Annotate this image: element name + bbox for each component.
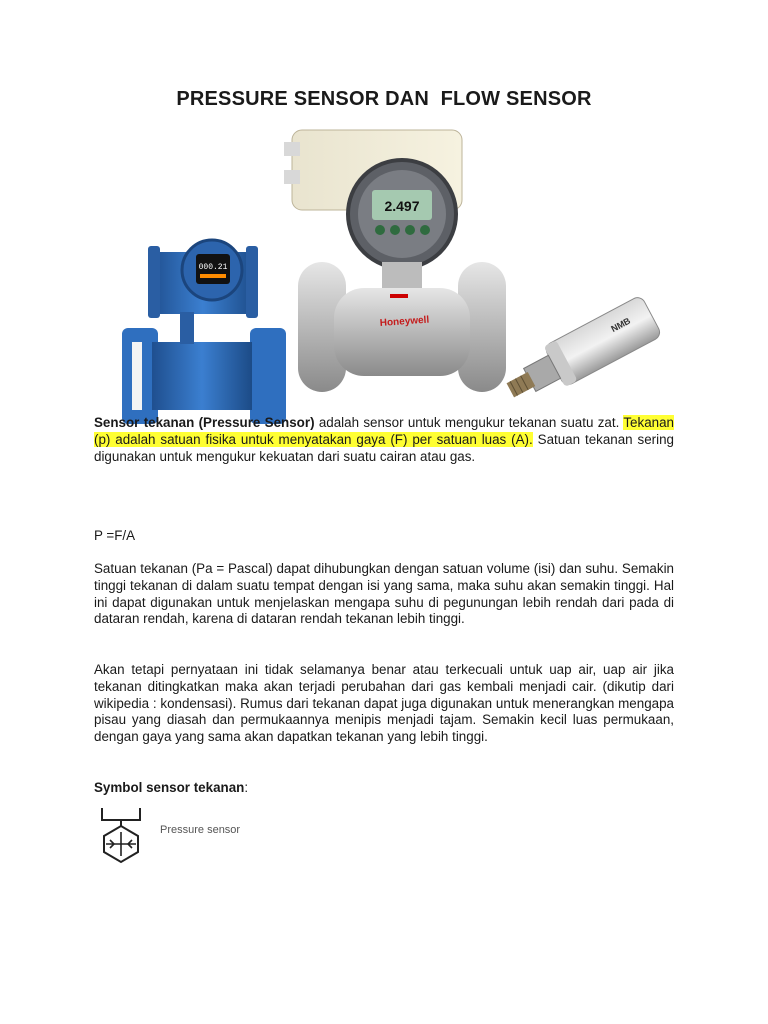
svg-text:NMB: NMB [609,315,633,335]
symbol-heading-colon: : [244,780,249,795]
units-paragraph: Satuan tekanan (Pa = Pascal) dapat dihubungkan dengan satuan volume (isi) dan suhu. Semakin tinggi tekanan di dalam suatu tempat dengan isi yang sama, maka suhu akan semakin tinggi. Hal ini dapat digunakan untuk menjelaskan mengapa suhu di pegunungan lebih rendah dari pada di dataran rendah, karena di dataran rendah tekanan lebih tinggi. [94,561,674,627]
honeywell-flow-meter [284,130,506,392]
svg-text:2.497: 2.497 [384,198,420,214]
pressure-transducer [500,295,663,411]
blue-flow-meter [122,240,286,424]
svg-text:000.21: 000.21 [198,263,228,272]
svg-text:Honeywell: Honeywell [379,314,430,329]
page-title: PRESSURE SENSOR DAN FLOW SENSOR [176,88,592,110]
highlighted-definition: Tekanan (p) adalah satuan fisika untuk menyatakan gaya (F) per satuan luas (A). [94,415,674,447]
intro-text-continued: Satuan tekanan sering digunakan untuk mengukur kekuatan dari suatu cairan atau gas. [94,431,674,464]
intro-paragraph [94,415,674,465]
pressure-sensor-symbol-label: Pressure sensor [160,824,241,836]
intro-text: adalah sensor untuk mengukur tekanan suatu zat. [314,415,624,430]
symbol-heading-label: Symbol sensor tekanan [94,780,245,795]
pressure-sensor-symbol [96,806,276,866]
sensor-photos [112,112,664,430]
symbol-heading [94,780,674,797]
term-pressure-sensor: Sensor tekanan (Pressure Sensor) [94,415,315,430]
formula: P =F/A [94,528,136,543]
condensation-paragraph: Akan tetapi pernyataan ini tidak selamanya benar atau terkecuali untuk uap air, uap air jika tekanan ditingkatkan maka akan terjadi perubahan dari gas kembali menjadi cair. (dikutip dari wikipedia : kondensasi). Rumus dari tekanan dapat juga digunakan untuk menerangkan mengapa pisau yang diasah dan permukaannya menipis menjadi tajam. Semakin kecil luas permukaan, dengan gaya yang sama akan dapatkan tekanan yang lebih tinggi. [94,662,674,745]
